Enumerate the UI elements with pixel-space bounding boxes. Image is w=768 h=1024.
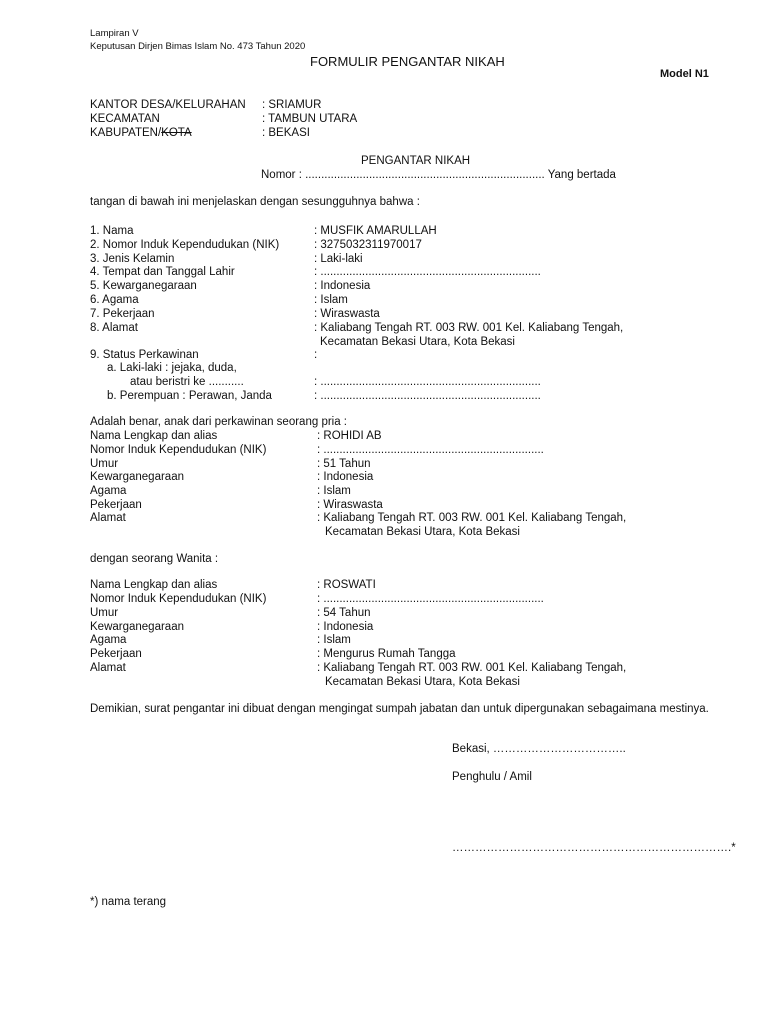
kabupaten-prefix: KABUPATEN/ bbox=[90, 127, 162, 139]
lampiran-text: Lampiran V bbox=[90, 28, 139, 39]
kecamatan-label: KECAMATAN bbox=[90, 113, 160, 125]
subtitle: PENGANTAR NIKAH bbox=[361, 155, 471, 167]
mother-label: Pekerjaan bbox=[90, 648, 142, 660]
father-value: : Islam bbox=[317, 485, 351, 497]
person-value: : 3275032311970017 bbox=[314, 239, 422, 251]
person-label: 1. Nama bbox=[90, 225, 134, 237]
person-value: : MUSFIK AMARULLAH bbox=[314, 225, 437, 237]
person-value: : Islam bbox=[314, 294, 348, 306]
person-value: : Kaliabang Tengah RT. 003 RW. 001 Kel. Kaliabang Tengah, bbox=[314, 322, 624, 334]
marital-b-label: b. Perempuan : Perawan, Janda bbox=[107, 390, 272, 402]
father-value: : ..................................................................... bbox=[317, 444, 544, 456]
father-value: : 51 Tahun bbox=[317, 458, 371, 470]
kabupaten-label bbox=[90, 126, 192, 140]
kabupaten-value: : BEKASI bbox=[262, 127, 310, 139]
person-label: 7. Pekerjaan bbox=[90, 308, 155, 320]
marital-b-value: : ..................................................................... bbox=[314, 390, 541, 402]
kota-struck: KOTA bbox=[161, 127, 192, 139]
father-value: : ROHIDI AB bbox=[317, 430, 382, 442]
mother-address-cont: Kecamatan Bekasi Utara, Kota Bekasi bbox=[325, 676, 520, 688]
mother-label: Umur bbox=[90, 607, 119, 619]
mother-value: : 54 Tahun bbox=[317, 607, 371, 619]
person-value: : ..................................................................... bbox=[314, 266, 541, 278]
mother-value: : ROSWATI bbox=[317, 579, 376, 591]
mother-label: Kewarganegaraan bbox=[90, 621, 184, 633]
keputusan-text: Keputusan Dirjen Bimas Islam No. 473 Tahun 2020 bbox=[90, 41, 306, 52]
father-address-cont: Kecamatan Bekasi Utara, Kota Bekasi bbox=[325, 526, 520, 538]
person-label: 2. Nomor Induk Kependudukan (NIK) bbox=[90, 239, 280, 251]
mother-label: Agama bbox=[90, 634, 127, 646]
father-intro: Adalah benar, anak dari perkawinan seorang pria : bbox=[90, 416, 348, 428]
signature-place-date: Bekasi, …………………………….. bbox=[452, 743, 626, 755]
person-label: 4. Tempat dan Tanggal Lahir bbox=[90, 266, 235, 278]
mother-value: : Indonesia bbox=[317, 621, 374, 633]
marital-label: 9. Status Perkawinan bbox=[90, 349, 199, 361]
father-label: Alamat bbox=[90, 512, 126, 524]
father-value: : Wiraswasta bbox=[317, 499, 383, 511]
kecamatan-value: : TAMBUN UTARA bbox=[262, 113, 358, 125]
signature-name-line: ……………………………………………………………….* bbox=[452, 842, 736, 854]
statement-line: tangan di bawah ini menjelaskan dengan sesungguhnya bahwa : bbox=[90, 196, 420, 208]
mother-value: : ..................................................................... bbox=[317, 593, 544, 605]
person-label: 6. Agama bbox=[90, 294, 139, 306]
desa-label: KANTOR DESA/KELURAHAN bbox=[90, 99, 246, 111]
nomor-line: Nomor : ........................................................................... Yang bertada bbox=[261, 169, 616, 181]
mother-value: : Mengurus Rumah Tangga bbox=[317, 648, 456, 660]
father-label: Kewarganegaraan bbox=[90, 471, 184, 483]
desa-value: : SRIAMUR bbox=[262, 99, 322, 111]
marital-a-value: : ..................................................................... bbox=[314, 376, 541, 388]
mother-label: Nama Lengkap dan alias bbox=[90, 579, 218, 591]
father-label: Nomor Induk Kependudukan (NIK) bbox=[90, 444, 267, 456]
mother-intro: dengan seorang Wanita : bbox=[90, 553, 219, 565]
marital-colon: : bbox=[314, 349, 318, 361]
form-title: FORMULIR PENGANTAR NIKAH bbox=[310, 54, 505, 69]
mother-label: Nomor Induk Kependudukan (NIK) bbox=[90, 593, 267, 605]
model-label: Model N1 bbox=[660, 68, 709, 80]
father-label: Agama bbox=[90, 485, 127, 497]
father-label: Nama Lengkap dan alias bbox=[90, 430, 218, 442]
father-value: : Indonesia bbox=[317, 471, 374, 483]
father-label: Pekerjaan bbox=[90, 499, 142, 511]
footnote: *) nama terang bbox=[90, 896, 167, 908]
person-value: : Indonesia bbox=[314, 280, 371, 292]
person-label: 8. Alamat bbox=[90, 322, 138, 334]
closing-paragraph: Demikian, surat pengantar ini dibuat dengan mengingat sumpah jabatan dan untuk dipergunakan sebagaimana mestinya. bbox=[90, 703, 709, 715]
father-label: Umur bbox=[90, 458, 119, 470]
mother-label: Alamat bbox=[90, 662, 126, 674]
person-value: : Laki-laki bbox=[314, 253, 363, 265]
father-value: : Kaliabang Tengah RT. 003 RW. 001 Kel. Kaliabang Tengah, bbox=[317, 512, 627, 524]
marital-a-label2: atau beristri ke ........... bbox=[130, 376, 244, 388]
person-label: 3. Jenis Kelamin bbox=[90, 253, 175, 265]
mother-value: : Kaliabang Tengah RT. 003 RW. 001 Kel. Kaliabang Tengah, bbox=[317, 662, 627, 674]
person-label: 5. Kewarganegaraan bbox=[90, 280, 197, 292]
marital-a-label: a. Laki-laki : jejaka, duda, bbox=[107, 362, 237, 374]
person-value: : Wiraswasta bbox=[314, 308, 380, 320]
person-address-cont: Kecamatan Bekasi Utara, Kota Bekasi bbox=[320, 336, 515, 348]
mother-value: : Islam bbox=[317, 634, 351, 646]
signature-role: Penghulu / Amil bbox=[452, 771, 532, 783]
